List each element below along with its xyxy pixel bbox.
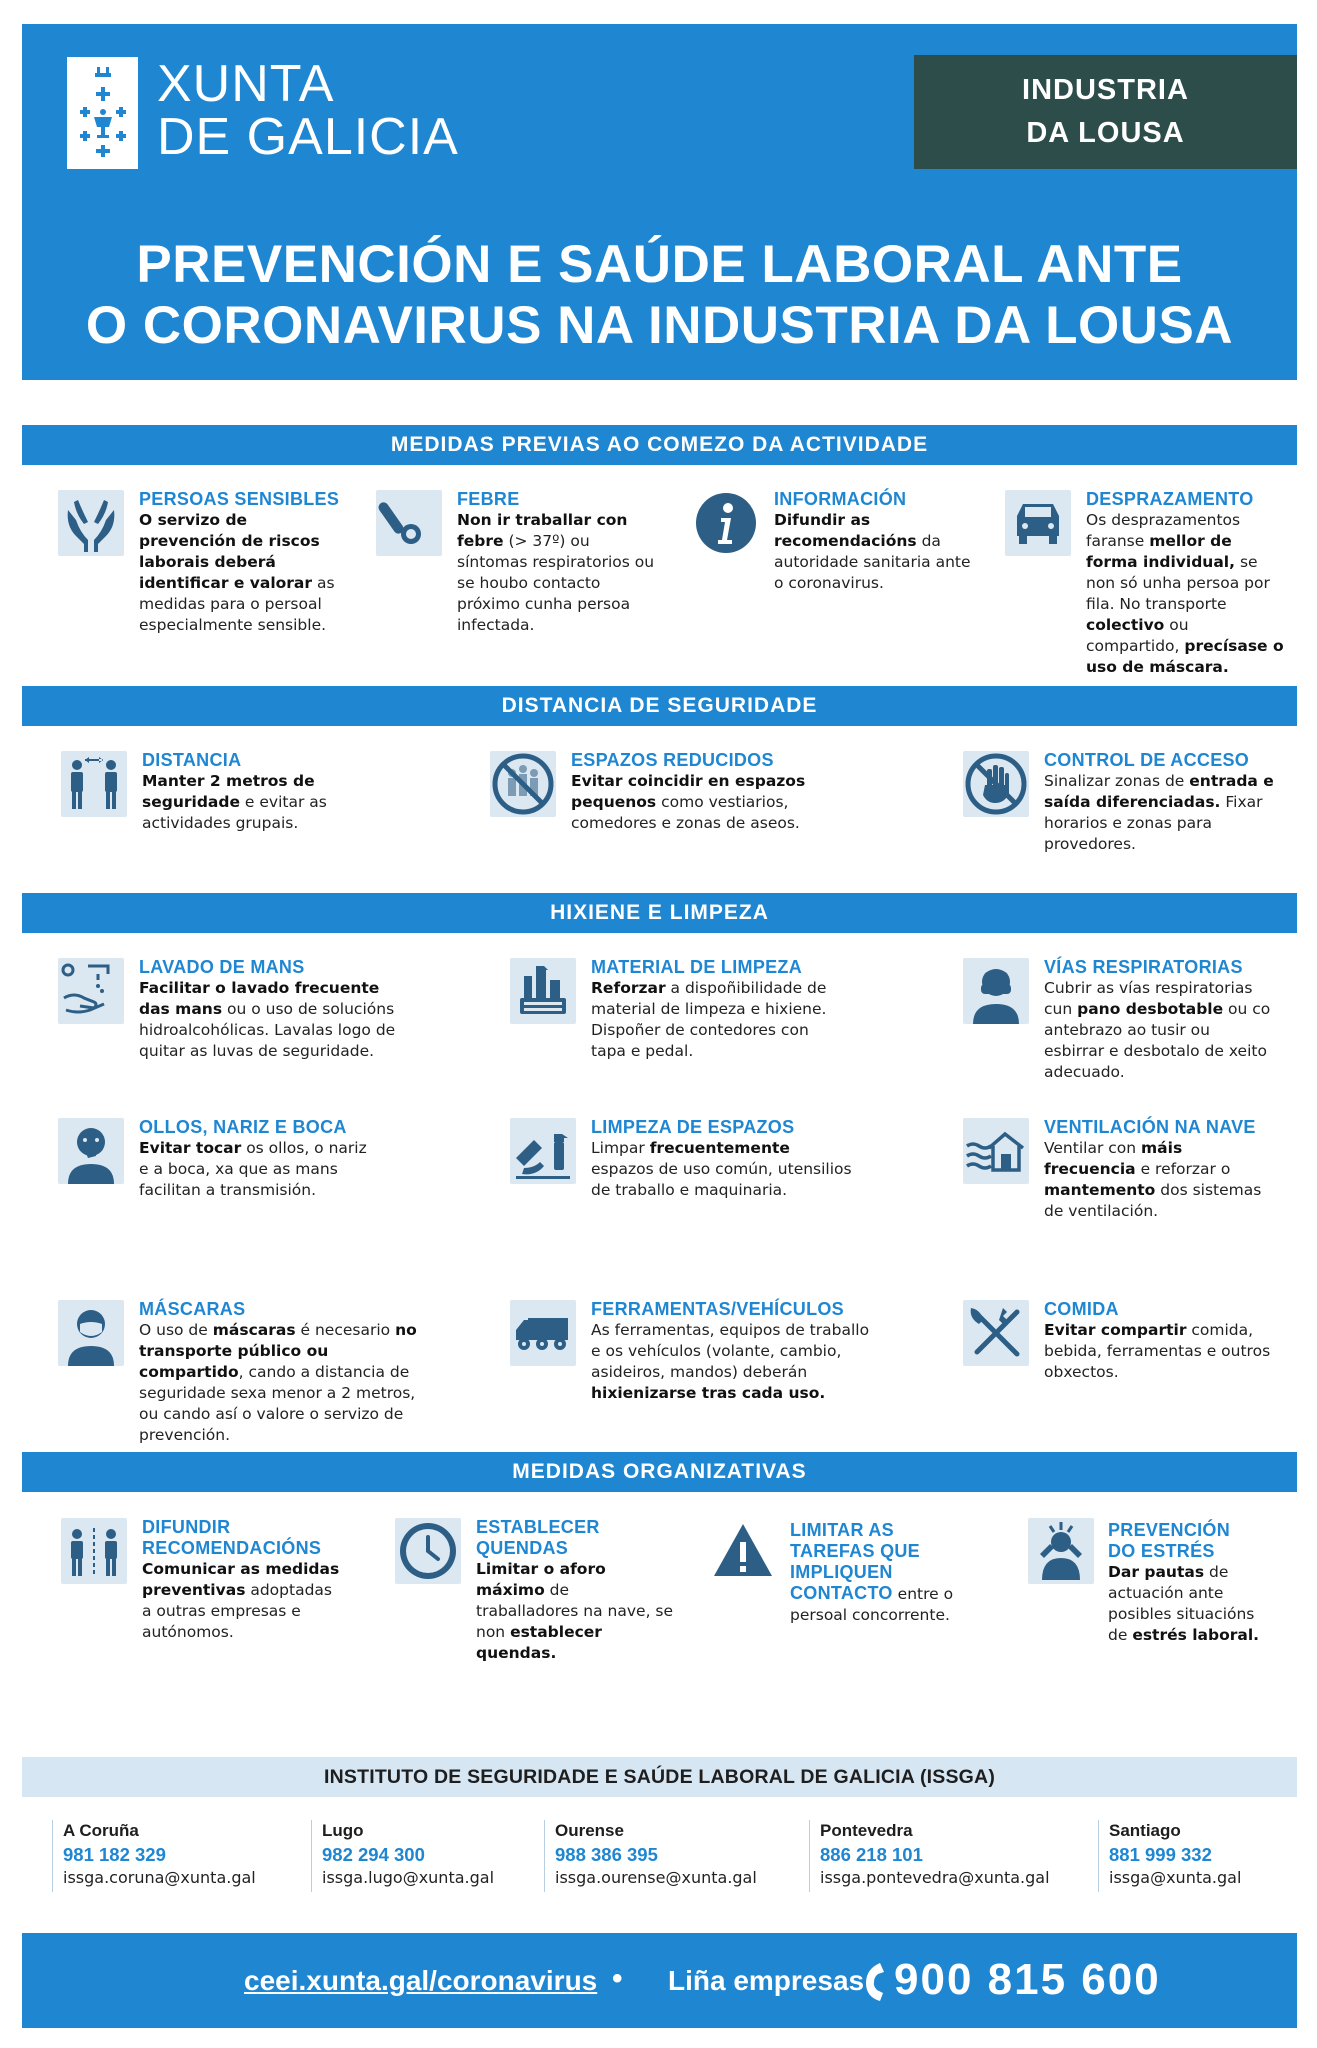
contact-phone[interactable]: 988 386 395 xyxy=(555,1844,658,1865)
house-ventilation-icon xyxy=(963,1118,1029,1184)
card-text: espazos de uso común, utensilios de traballo e maquinaria. xyxy=(591,1160,852,1199)
card-title: PERSOAS SENSIBLES xyxy=(139,489,340,509)
contact-city: Ourense xyxy=(555,1821,624,1840)
clock-icon xyxy=(395,1518,461,1584)
card-title: COMIDA xyxy=(1044,1299,1119,1319)
card-text: a dispoñibilidade de material de limpeza e hixiene. Dispoñer de contedores con tapa e pedal. xyxy=(591,979,827,1060)
section-header-organizativas: MEDIDAS ORGANIZATIVAS xyxy=(22,1452,1297,1492)
contact-email[interactable]: issga.pontevedra@xunta.gal xyxy=(820,1868,1050,1887)
card-text-bold: pano desbotable xyxy=(1077,1000,1224,1018)
card-text: ou co antebrazo ao tusir ou esbirrar e desbotalo de xeito adecuado. xyxy=(1044,1000,1271,1081)
hands-icon xyxy=(58,490,124,556)
card-title: DESPRAZAMENTO xyxy=(1086,489,1254,509)
card-text-bold: O servizo de prevención de riscos laborais deberá identificar e valorar xyxy=(139,511,320,592)
card-title: MÁSCARAS xyxy=(139,1299,246,1319)
card-text-bold: no transporte público ou compartido xyxy=(139,1321,417,1381)
card-text: e reforzar o xyxy=(1135,1160,1231,1178)
no-entry-hand-icon xyxy=(963,751,1029,817)
footer-banner xyxy=(22,1933,1297,2028)
card-title: TAREFAS QUE xyxy=(790,1541,920,1561)
card-text: é necesario xyxy=(295,1321,396,1339)
card-text: ou compartido, xyxy=(1086,616,1189,655)
card-text-bold: establecer quendas. xyxy=(476,1623,602,1662)
logo-line-2: DE GALICIA xyxy=(157,108,459,166)
warning-icon xyxy=(710,1518,776,1584)
mask-icon xyxy=(58,1300,124,1366)
contact-city: Pontevedra xyxy=(820,1821,913,1840)
card-text: comida, bebida, ferramentas e outros obxectos. xyxy=(1044,1321,1271,1381)
card-title: IMPLIQUEN xyxy=(790,1562,893,1582)
card-text: os ollos, o nariz e a boca, xa que as mans facilitan a transmisión. xyxy=(139,1139,367,1199)
card-text-bold: máscaras xyxy=(212,1321,296,1339)
xunta-logo xyxy=(67,57,138,169)
card-text: Sinalizar zonas de xyxy=(1044,772,1190,790)
contact-city: Santiago xyxy=(1109,1821,1181,1840)
card-text-bold: Manter 2 metros de seguridade xyxy=(142,772,315,811)
card-title: CONTROL DE ACCESO xyxy=(1044,750,1250,770)
card-title: DISTANCIA xyxy=(142,750,242,770)
contact-city: A Coruña xyxy=(63,1821,139,1840)
card-text: adoptadas a outras empresas e autónomos. xyxy=(142,1581,332,1641)
card-text-bold: Non ir traballar con febre xyxy=(457,511,628,550)
card-text: da autoridade sanitaria ante o coronavirus. xyxy=(774,532,971,592)
card-title: DIFUNDIR xyxy=(142,1517,231,1537)
contact-coruna xyxy=(52,1820,256,1892)
header-banner xyxy=(22,24,1297,380)
contact-email[interactable]: issga.ourense@xunta.gal xyxy=(555,1868,757,1887)
card-title: OLLOS, NARIZ E BOCA xyxy=(139,1117,347,1137)
logo-line-1: XUNTA xyxy=(157,55,335,113)
card-text-bold: Facilitar o lavado frecuente das mans xyxy=(139,979,380,1018)
card-title: PREVENCIÓN xyxy=(1108,1520,1231,1540)
card-title: FERRAMENTAS/VEHÍCULOS xyxy=(591,1299,844,1319)
card-text: Ventilar con xyxy=(1044,1139,1142,1157)
coat-of-arms-icon xyxy=(75,65,131,161)
fork-knife-icon xyxy=(963,1300,1029,1366)
card-title: INFORMACIÓN xyxy=(774,489,907,509)
thermometer-icon xyxy=(376,490,442,556)
card-text: Cubrir as vías respiratorias cun xyxy=(1044,979,1253,1018)
card-title: FEBRE xyxy=(457,489,520,509)
people-distance-icon xyxy=(61,751,127,817)
footer-url-link[interactable]: ceei.xunta.gal/coronavirus xyxy=(244,1965,598,1996)
card-text-bold: mellor de forma individual, xyxy=(1086,532,1236,571)
spray-clean-icon xyxy=(510,1118,576,1184)
card-text: Limpar xyxy=(591,1139,650,1157)
contact-phone[interactable]: 881 999 332 xyxy=(1109,1844,1212,1865)
crowd-icon xyxy=(490,751,556,817)
card-text-bold: precísase o uso de máscara. xyxy=(1086,637,1284,676)
card-text-bold: colectivo xyxy=(1086,616,1165,634)
card-text-bold: entrada e saída diferenciadas. xyxy=(1044,772,1274,811)
xunta-wordmark xyxy=(157,55,459,166)
industry-tag-line-1: INDUSTRIA xyxy=(1022,74,1189,106)
contact-ourense xyxy=(544,1820,757,1892)
card-text: As ferramentas, equipos de traballo e os vehículos (volante, cambio, asideiros, mandos) deberán xyxy=(591,1321,870,1381)
card-title: QUENDAS xyxy=(476,1538,569,1558)
industry-tag-line-2: DA LOUSA xyxy=(1026,117,1185,149)
industry-tag xyxy=(914,55,1297,169)
card-text-bold: Difundir as recomendacións xyxy=(774,511,917,550)
cleaning-supplies-icon xyxy=(510,958,576,1024)
card-text: as medidas para o persoal especialmente sensible. xyxy=(139,574,335,634)
card-text: Fixar horarios e zonas para provedores. xyxy=(1044,793,1263,853)
sneeze-icon xyxy=(963,958,1029,1024)
contact-pontevedra xyxy=(809,1820,1050,1892)
contact-email[interactable]: issga.coruna@xunta.gal xyxy=(63,1868,256,1887)
card-text: dos sistemas de ventilación. xyxy=(1044,1181,1262,1220)
card-text-bold: hixienizarse tras cada uso. xyxy=(591,1384,826,1402)
card-text: entre o persoal concorrente. xyxy=(790,1585,954,1624)
card-title: LIMITAR AS xyxy=(790,1520,894,1540)
contact-city: Lugo xyxy=(322,1821,364,1840)
card-text-bold: Evitar coincidir en espazos pequenos xyxy=(571,772,806,811)
card-text: de actuación ante posibles situacións de xyxy=(1108,1563,1255,1644)
card-title: CONTACTO xyxy=(790,1583,893,1603)
card-text: e evitar as actividades grupais. xyxy=(142,793,327,832)
card-text: Os desprazamentos faranse xyxy=(1086,511,1241,550)
section-header-distancia: DISTANCIA DE SEGURIDADE xyxy=(22,686,1297,726)
contact-lugo xyxy=(311,1820,494,1892)
contact-email[interactable]: issga.lugo@xunta.gal xyxy=(322,1868,495,1887)
card-text: se non só unha persoa por fila. No transporte xyxy=(1086,553,1270,613)
footer-separator: • xyxy=(612,1962,623,1995)
info-icon xyxy=(693,490,759,556)
card-text: ou o uso de solucións hidroalcohólicas. Lavalas logo de quitar as luvas de seguridade. xyxy=(139,1000,396,1060)
card-text-bold: Reforzar xyxy=(591,979,666,997)
issga-header: INSTITUTO DE SEGURIDADE E SAÚDE LABORAL DE GALICIA (ISSGA) xyxy=(22,1757,1297,1797)
card-text: (> 37º) ou síntomas respiratorios ou se houbo contacto próximo cunha persoa infectada. xyxy=(457,532,655,634)
contact-phone[interactable]: 886 218 101 xyxy=(820,1844,923,1865)
card-title: LAVADO DE MANS xyxy=(139,957,305,977)
card-text: O uso de xyxy=(139,1321,213,1339)
page-title xyxy=(22,234,1297,356)
card-text-bold: mantemento xyxy=(1044,1181,1156,1199)
handwash-icon xyxy=(58,958,124,1024)
card-text: , cando a distancia de seguridade sexa menor a 2 metros, ou cando así o valore o servizo de prevención. xyxy=(139,1363,416,1444)
section-header-previas: MEDIDAS PREVIAS AO COMEZO DA ACTIVIDADE xyxy=(22,425,1297,465)
card-title: ESTABLECER xyxy=(476,1517,600,1537)
contact-phone[interactable]: 981 182 329 xyxy=(63,1844,166,1865)
stress-icon xyxy=(1028,1518,1094,1584)
card-text-bold: máis frecuencia xyxy=(1044,1139,1183,1178)
footer-hotline-number[interactable]: 900 815 600 xyxy=(894,1955,1161,2004)
footer-hotline-label: Liña empresas xyxy=(668,1965,865,1996)
card-text: como vestiarios, comedores e zonas de aseos. xyxy=(571,793,800,832)
contact-email[interactable]: issga@xunta.gal xyxy=(1109,1868,1242,1887)
card-text-bold: Dar pautas xyxy=(1108,1563,1205,1581)
face-touch-icon xyxy=(58,1118,124,1184)
card-text-bold: Limitar o aforo máximo xyxy=(476,1560,606,1599)
contact-phone[interactable]: 982 294 300 xyxy=(322,1844,425,1865)
card-text-bold: estrés laboral. xyxy=(1132,1626,1260,1644)
car-icon xyxy=(1005,490,1071,556)
card-title: DO ESTRÉS xyxy=(1108,1541,1215,1561)
card-text-bold: Comunicar as medidas preventivas xyxy=(142,1560,340,1599)
card-title: VÍAS RESPIRATORIAS xyxy=(1044,957,1243,977)
card-title: ESPAZOS REDUCIDOS xyxy=(571,750,774,770)
page-title-line-1: PREVENCIÓN E SAÚDE LABORAL ANTE xyxy=(136,235,1183,294)
card-text-bold: Evitar compartir xyxy=(1044,1321,1187,1339)
communicate-icon xyxy=(61,1518,127,1584)
section-header-hixiene: HIXIENE E LIMPEZA xyxy=(22,893,1297,933)
card-title: VENTILACIÓN NA NAVE xyxy=(1044,1117,1256,1137)
truck-icon xyxy=(510,1300,576,1366)
card-text: de traballadores na nave, se non xyxy=(476,1581,674,1641)
card-title: LIMPEZA DE ESPAZOS xyxy=(591,1117,795,1137)
contact-santiago xyxy=(1098,1820,1241,1892)
page-title-line-2: O CORONAVIRUS NA INDUSTRIA DA LOUSA xyxy=(85,296,1234,355)
card-title: MATERIAL DE LIMPEZA xyxy=(591,957,803,977)
card-text-bold: frecuentemente xyxy=(649,1139,790,1157)
phone-icon xyxy=(860,1959,888,2003)
card-text-bold: Evitar tocar xyxy=(139,1139,242,1157)
card-title: RECOMENDACIÓNS xyxy=(142,1538,322,1558)
